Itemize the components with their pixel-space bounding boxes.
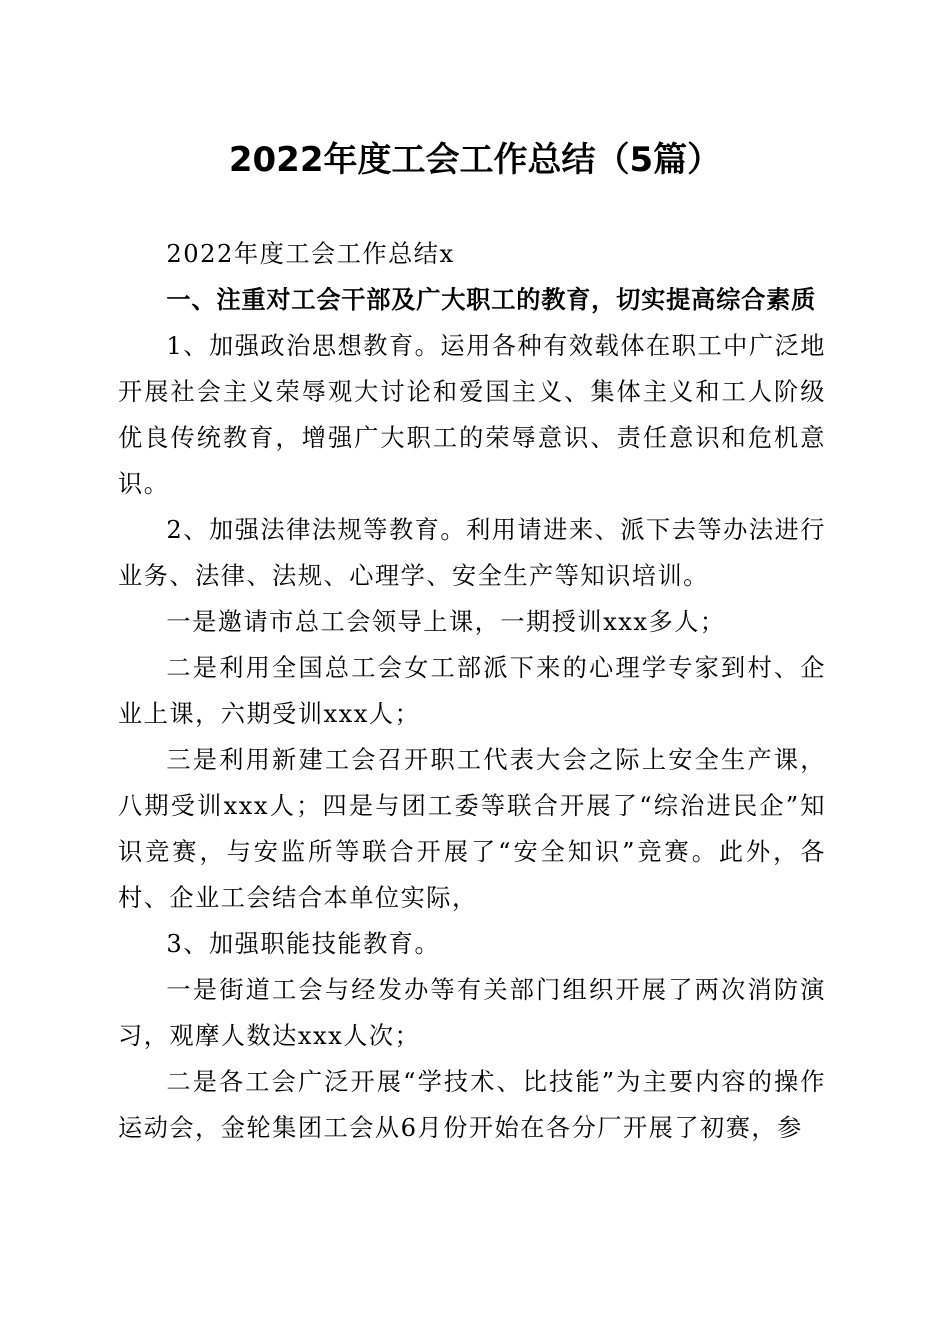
body-paragraph: 一是街道工会与经发办等有关部门组织开展了两次消防演习，观摩人数达xxx人次； (118, 976, 826, 1050)
body-paragraph: 3、加强职能技能教育。 (166, 930, 441, 958)
section-heading: 一、注重对工会干部及广大职工的教育，切实提高综合素质 (166, 286, 817, 314)
body-paragraph: 二是利用全国总工会女工部派下来的心理学专家到村、企业上课，六期受训xxx人； (118, 654, 826, 728)
body-paragraph: 一是邀请市总工会领导上课，一期授训xxx多人； (166, 608, 726, 636)
body-paragraph: 三是利用新建工会召开职工代表大会之际上安全生产课，八期受训xxx人；四是与团工委等联合开展了“综治进民企”知识竞赛，与安监所等联合开展了“安全知识”竞赛。此外，各村、企业工会结合本单位实际， (118, 746, 826, 912)
document-body (118, 231, 826, 1151)
subtitle-paragraph: 2022年度工会工作总结x (166, 240, 455, 268)
body-paragraph: 1、加强政治思想教育。运用各种有效载体在职工中广泛地开展社会主义荣辱观大讨论和爱国主义、集体主义和工人阶级优良传统教育，增强广大职工的荣辱意识、责任意识和危机意识。 (118, 332, 826, 498)
body-paragraph: 二是各工会广泛开展“学技术、比技能”为主要内容的操作运动会，金轮集团工会从6月份开始在各分厂开展了初赛，参 (118, 1068, 826, 1142)
body-paragraph: 2、加强法律法规等教育。利用请进来、派下去等办法进行业务、法律、法规、心理学、安全生产等知识培训。 (118, 516, 826, 590)
document-title: 2022年度工会工作总结（5篇） (228, 140, 722, 180)
